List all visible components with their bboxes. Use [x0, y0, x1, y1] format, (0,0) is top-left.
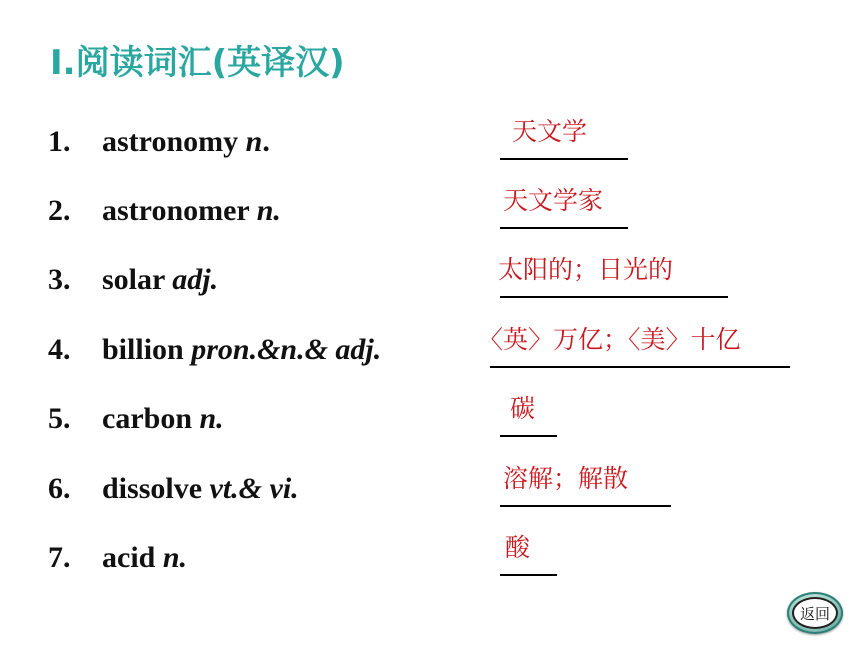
answer-underline — [490, 366, 790, 368]
item-answer: 天文学家 — [503, 186, 604, 215]
vocab-item-7 — [0, 533, 860, 591]
item-pos: vt.& vi. — [209, 472, 299, 505]
answer-underline — [500, 227, 628, 229]
vocab-item-4 — [0, 325, 860, 383]
vocab-item-3 — [0, 255, 860, 313]
item-pos: n. — [162, 541, 188, 574]
answer-underline — [500, 574, 557, 576]
item-term — [102, 263, 218, 297]
vocab-item-6 — [0, 464, 860, 522]
item-term — [102, 541, 187, 575]
vocab-item-1 — [0, 117, 860, 175]
item-pos: adj. — [172, 263, 219, 296]
item-term — [102, 333, 381, 367]
vocab-item-5 — [0, 394, 860, 452]
answer-underline — [500, 435, 557, 437]
item-term — [102, 472, 299, 506]
item-answer: 酸 — [505, 533, 531, 562]
item-number: 4. — [48, 333, 71, 366]
item-word: acid — [102, 541, 163, 574]
back-button-label: 返回 — [792, 597, 838, 629]
item-term — [102, 125, 270, 159]
item-number: 1. — [48, 125, 71, 158]
item-pos: n. — [199, 402, 224, 435]
item-number: 2. — [48, 194, 71, 227]
item-number: 3. — [48, 263, 71, 296]
vocab-item-2 — [0, 186, 860, 244]
item-number: 5. — [48, 402, 71, 435]
item-pos: pron.&n.& adj. — [191, 333, 382, 366]
item-word: dissolve — [102, 472, 210, 505]
item-term — [102, 402, 224, 436]
item-word: solar — [102, 263, 173, 296]
item-answer: 太阳的；日光的 — [498, 255, 674, 284]
item-answer: 天文学 — [512, 117, 588, 146]
item-word: billion — [102, 333, 192, 366]
answer-underline — [500, 505, 671, 507]
page-title: Ⅰ.阅读词汇(英译汉) — [50, 43, 345, 83]
answer-underline — [500, 296, 728, 298]
item-word: carbon — [102, 402, 200, 435]
item-word: astronomer — [102, 194, 257, 227]
item-answer: 碳 — [510, 394, 536, 423]
answer-underline — [500, 158, 628, 160]
item-word: astronomy — [102, 125, 246, 158]
item-number: 6. — [48, 472, 71, 505]
item-term — [102, 194, 281, 228]
item-number: 7. — [48, 541, 71, 574]
item-answer: 〈英〉万亿；〈美〉十亿 — [478, 325, 741, 354]
item-pos-tail: . — [262, 125, 270, 158]
item-pos: n — [245, 125, 263, 158]
item-answer: 溶解；解散 — [503, 464, 629, 493]
back-button[interactable] — [787, 592, 843, 634]
item-pos: n. — [256, 194, 281, 227]
